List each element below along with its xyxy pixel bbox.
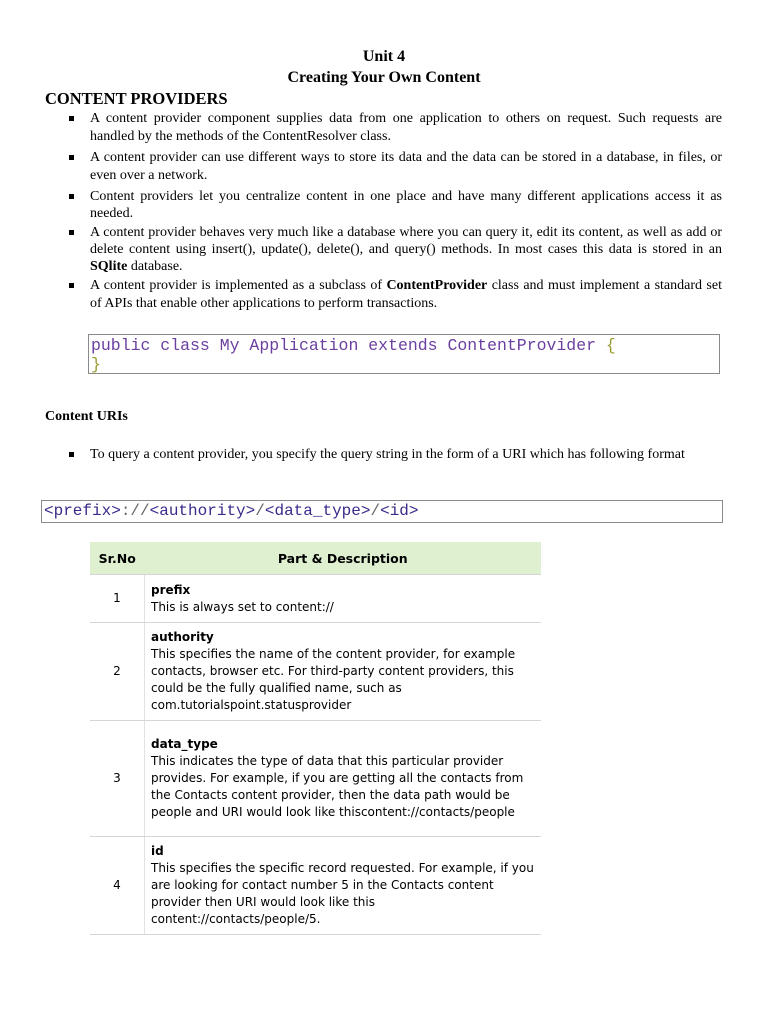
uri-separator: ://	[120, 502, 150, 520]
row-term: prefix	[151, 582, 191, 597]
uri-format-box	[41, 500, 723, 523]
code-class-name: My Application	[209, 336, 369, 355]
bullet-item: Content providers let you centralize content in one place and have many different applications access it as needed.	[90, 189, 722, 221]
row-description	[145, 837, 542, 935]
document-subtitle: Creating Your Own Content	[287, 69, 481, 86]
uri-separator: /	[255, 502, 265, 520]
table-row	[90, 575, 541, 623]
table-row	[90, 837, 541, 935]
row-number: 4	[90, 837, 145, 935]
row-text: This is always set to content://	[151, 599, 334, 614]
row-term: id	[151, 844, 164, 858]
row-term: data_type	[151, 737, 218, 751]
bullet-item	[90, 224, 722, 275]
table-row	[90, 623, 541, 721]
uri-data-type: <data_type>	[264, 502, 371, 520]
bullet-item: A content provider can use different ways to store its data and the data can be stored in a database, in files, or even over a network.	[90, 150, 722, 183]
row-text: This specifies the name of the content provider, for example contacts, browser etc. For third-party content providers, this could be the fully qualified name, such as com.tutorialspoint.statusprovider	[151, 647, 516, 712]
bullet-text: A content provider is implemented as a subclass of	[90, 278, 387, 293]
code-open-brace: {	[605, 336, 616, 355]
unit-title: Unit 4	[362, 48, 406, 65]
table-header-row	[90, 542, 541, 575]
content-uris-heading: Content URIs	[45, 409, 128, 424]
row-term: authority	[151, 630, 214, 644]
code-base-class: ContentProvider	[437, 336, 606, 355]
bullet-item: A content provider component supplies data from one application to others on request. Such requests are handled by the methods of the ContentResolver class.	[90, 111, 722, 144]
row-description	[145, 623, 542, 721]
row-number: 2	[90, 623, 145, 721]
bullet-bold-term: ContentProvider	[386, 278, 488, 293]
row-description	[145, 575, 542, 623]
header-sr-no: Sr.No	[90, 542, 145, 575]
row-text: This indicates the type of data that this particular provider provides. For example, if you are getting all the contacts from the Contacts content provider, then the data path would be people and URI would look like thiscontent://contacts/people	[151, 754, 524, 819]
code-extends: extends	[368, 336, 438, 355]
bullet-item: To query a content provider, you specify the query string in the form of a URI which has following format	[90, 446, 700, 464]
uri-prefix: <prefix>	[44, 502, 121, 520]
section-heading: CONTENT PROVIDERS	[45, 89, 228, 108]
uri-id: <id>	[380, 502, 419, 520]
bullet-text: A content provider behaves very much like a database where you can query it, edit its content, as well as add or delete content using insert(), update(), delete(), and query() methods. In most cases this data is stored in an	[90, 225, 722, 257]
bullet-bold-term: SQlite	[90, 259, 128, 274]
code-keywords: public class	[91, 336, 210, 355]
bullet-text: class and must implement a standard set of APIs that enable other applications to perform transactions.	[90, 278, 722, 311]
code-line-2	[91, 355, 719, 374]
bullet-item	[90, 277, 722, 313]
row-description	[145, 721, 542, 837]
code-line-1	[91, 336, 719, 355]
bullet-text: database.	[127, 259, 183, 274]
row-number: 3	[90, 721, 145, 837]
row-number: 1	[90, 575, 145, 623]
code-snippet	[88, 334, 720, 374]
content-provider-bullets	[90, 110, 722, 316]
code-close-brace: }	[91, 355, 101, 374]
content-uris-bullets	[90, 446, 700, 464]
header-part-description: Part & Description	[145, 542, 542, 575]
uri-authority: <authority>	[149, 502, 256, 520]
row-text: This specifies the specific record requested. For example, if you are looking for contact number 5 in the Contacts content provider then URI would look like this content://contacts/people/5.	[151, 861, 534, 926]
uri-parts-table	[90, 542, 541, 935]
uri-separator: /	[370, 502, 381, 520]
table-row	[90, 721, 541, 837]
